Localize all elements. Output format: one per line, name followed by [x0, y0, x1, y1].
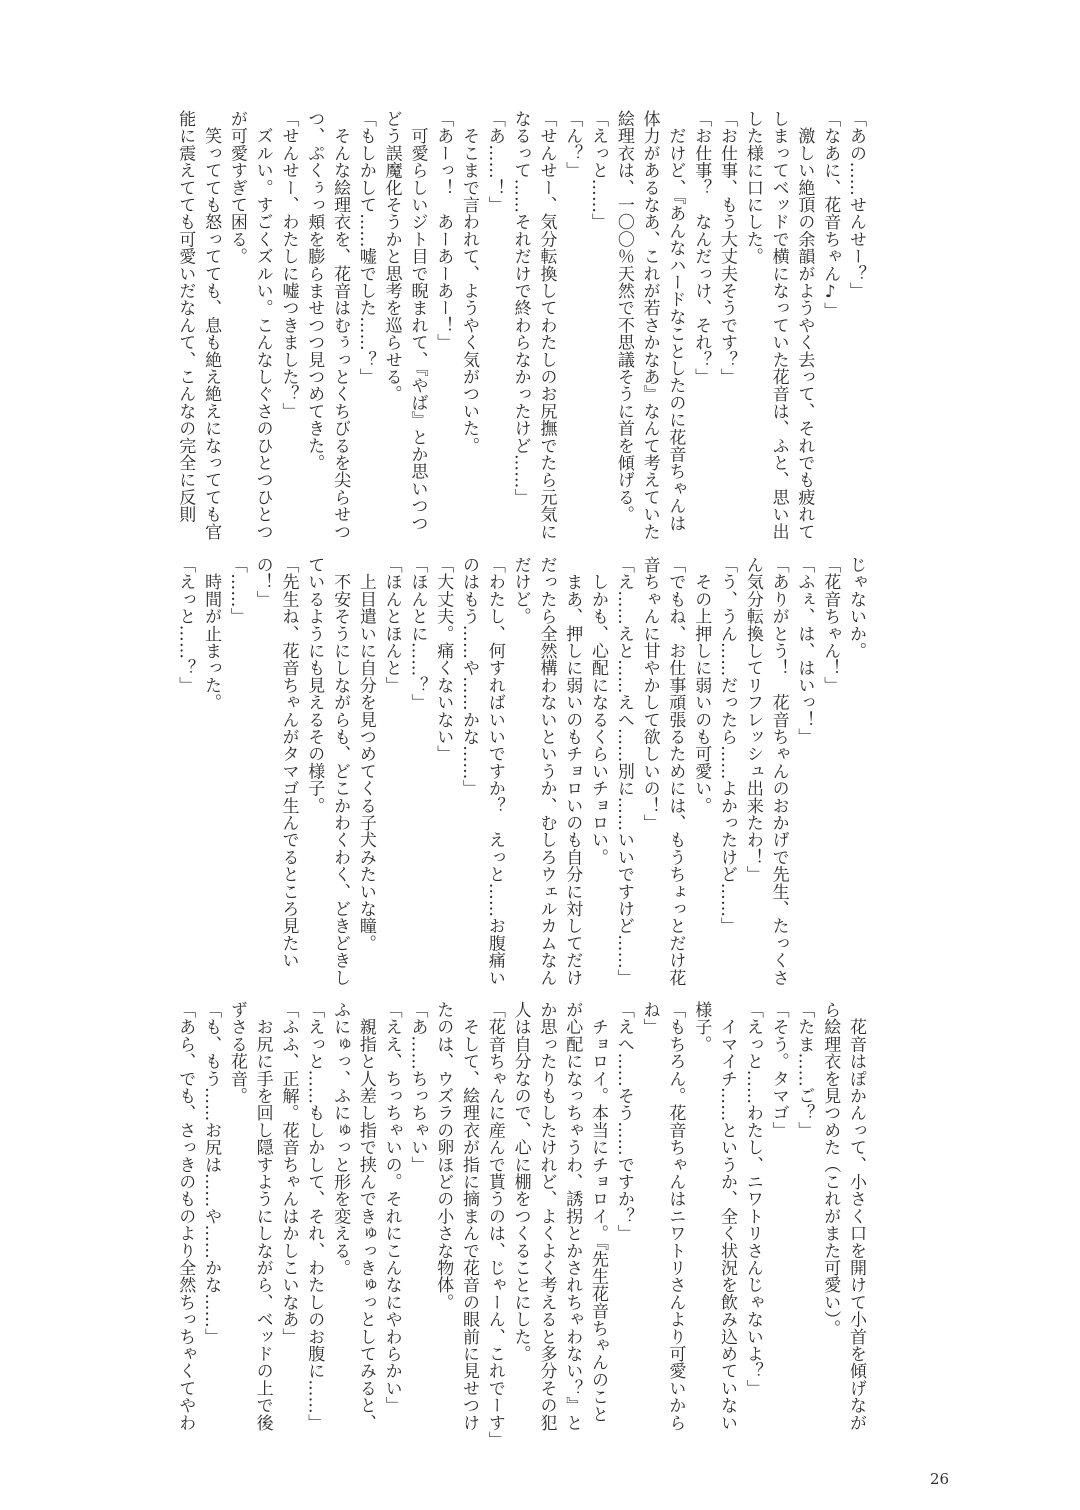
text-line: お尻に手を回し隠すようにしながら、ベッドの上で後	[252, 1001, 273, 1431]
text-line: 絵理衣は、一〇〇％天然で不思議そうに首を傾げる。	[613, 110, 634, 523]
text-line: イマイチ……というか、全く状況を飲み込めていない	[717, 1001, 738, 1431]
text-line: じゃないか。	[846, 556, 866, 660]
text-line: つ、ぷくぅっ頬を膨らませつつ見つめてきた。	[304, 110, 325, 472]
text-line: 人は自分なので、心に棚をつくることにした。	[510, 1001, 531, 1363]
text-line: 「ありがとう！ 花音ちゃんのおかげで先生、たっくさ	[768, 556, 789, 986]
text-line: 「あ……！」	[484, 110, 505, 214]
text-line: 能に震えてても可愛いだなんて、こんなの完全に反則	[175, 110, 196, 523]
text-line: 「せんせー、気分転換してわたしのお尻撫でたら元気に	[536, 110, 557, 540]
text-line: の！」	[252, 556, 273, 608]
text-line: 可愛らしいジト目で睨まれて、『やば』とか思いつつ	[407, 110, 428, 532]
text-line: 「花音ちゃんに産んで貰うのは、じゃーん、これでーす」	[484, 1001, 505, 1449]
text-line: 「そう。タマゴ」	[768, 1001, 789, 1139]
text-line: だけど。	[510, 556, 531, 625]
text-line: 笑ってても怒ってても、息も絶え絶えになってても官	[201, 110, 222, 540]
text-line: その上押しに弱いのも可愛い。	[691, 556, 712, 814]
text-line: 「でもね、お仕事頑張るためには、もうちょっとだけ花	[665, 556, 686, 986]
text-line: 「えへ……そう……ですか？」	[613, 1001, 634, 1242]
text-line: 「あーっ！ あーあーあー！」	[433, 110, 454, 351]
text-line: 「あの……せんせー？」	[846, 110, 866, 300]
text-line: 「も、もう……お尻は……や……かな……」	[201, 1001, 222, 1345]
text-line: 「えっと……」	[588, 110, 609, 231]
text-line: 不安そうにしながらも、どこかわくわく、どきどきし	[330, 556, 351, 986]
page-number: 26	[930, 1470, 950, 1488]
text-line: ね」	[639, 1001, 660, 1036]
text-line: そこまで言われて、ようやく気がついた。	[459, 110, 480, 454]
text-line: なるって……それだけで終わらなかったけど……」	[510, 110, 531, 506]
text-line: 「あら、でも、さっきのものより全然ちっちゃくてやわ	[175, 1001, 196, 1431]
text-line: たのは、ウズラの卵ほどの小さな物体。	[433, 1001, 454, 1311]
text-line: 「えっと……もしかして、それ、わたしのお腹に……」	[304, 1001, 325, 1431]
text-line: 「ふぇ、は、はいっ！」	[794, 556, 815, 746]
text-line: どう誤魔化そうかと思考を巡らせる。	[381, 110, 402, 403]
text-line: 「なあに、花音ちゃん♪」	[820, 110, 841, 320]
text-line: した様に口にした。	[742, 110, 763, 265]
text-line: だったら全然構わないというか、むしろウェルカムなん	[536, 556, 557, 986]
text-line: 「先生ね、花音ちゃんがタマゴ生んでるところ見たい	[278, 556, 299, 969]
text-line: 「お仕事、もう大丈夫そうです？」	[717, 110, 738, 386]
text-line: ん気分転換してリフレッシュ出来たわ！」	[742, 556, 763, 883]
text-line: 「う、うん……だったら……よかったけど……」	[717, 556, 738, 935]
text-line: 「もしかして……嘘でした……？」	[355, 110, 376, 386]
text-line: 「たま……ご？」	[794, 1001, 815, 1139]
text-line: 音ちゃんに甘やかして欲しいの！」	[639, 556, 660, 832]
text-line: 様子。	[691, 1001, 712, 1053]
text-line: が心配になっちゃうわ、誘拐とかされちゃわない？』と	[562, 1001, 583, 1431]
text-line: ら絵理衣を見つめた（これがまた可愛い）。	[820, 1001, 841, 1337]
text-line: が可愛すぎて困る。	[226, 110, 247, 265]
text-line: か思ったりもしたけれど、よくよく考えると多分その犯	[536, 1001, 557, 1431]
text-line: 「せんせー、わたしに嘘つきました？」	[278, 110, 299, 420]
text-line: 「え……えと……えへ……別に……いいですけど……」	[613, 556, 634, 986]
text-line: 上目遣いに自分を見つめてくる子犬みたいな瞳。	[355, 556, 376, 952]
text-block-middle	[158, 556, 868, 986]
text-line: 親指と人差し指で挟んできゅっきゅっとしてみると、	[355, 1001, 376, 1431]
text-line: だけど、『あんなハードなことしたのに花音ちゃんは	[665, 110, 686, 532]
text-line: 体力があるなあ、これが若さかなあ』なんて考えていた	[639, 110, 660, 540]
text-line: 「あ……ちっちゃい」	[407, 1001, 428, 1173]
text-line: 「お仕事？ なんだっけ、それ？」	[691, 110, 712, 386]
text-line: しかも、心配になるくらいチョロい。	[588, 556, 609, 866]
text-line: しまってベッドで横になっていた花音は、ふと、思い出	[768, 110, 789, 540]
text-line: 「えっと……わたし、ニワトリさんじゃないよ？」	[742, 1001, 763, 1397]
text-line: ているようにも見えるその様子。	[304, 556, 325, 814]
text-line: 「ええ、ちっちゃいの。それにこんなにやわらかい」	[381, 1001, 402, 1414]
text-line: 「もちろん。花音ちゃんはニワトリさんより可愛いから	[665, 1001, 686, 1431]
text-line: 「花音ちゃん！」	[820, 556, 841, 694]
text-line: 「ほんとに……？」	[407, 556, 428, 711]
text-line: 激しい絶頂の余韻がようやく去って、それでも疲れて	[794, 110, 815, 540]
text-line: まあ、押しに弱いのもチョロいのも自分に対してだけ	[562, 556, 583, 986]
text-line: ずさる花音。	[226, 1001, 247, 1105]
text-line: そんな絵理衣を、花音はむぅっとくちびるを尖らせつ	[330, 110, 351, 540]
text-line: 「ん？」	[562, 110, 583, 179]
text-line: 「えっと……？」	[175, 556, 196, 694]
text-line: 「わたし、何すればいいですか？ えっと……お腹痛い	[484, 556, 505, 986]
text-line: 「ほんとほんと」	[381, 556, 402, 694]
text-line: のはもう……や……かな……」	[459, 556, 480, 797]
text-block-bottom	[158, 1001, 868, 1449]
text-line: 「……」	[226, 556, 247, 625]
text-line: ズルい。すごくズルい。こんなしぐさのひとつひとつ	[252, 110, 273, 540]
text-line: 花音はぽかんって、小さく口を開けて小首を傾げなが	[846, 1001, 866, 1431]
text-line: 「ふふ、正解。花音ちゃんはかしこいなあ」	[278, 1001, 299, 1345]
text-line: そして、絵理衣が指に摘まんで花音の眼前に見せつけ	[459, 1001, 480, 1431]
text-line: 「大丈夫。痛くないない」	[433, 556, 454, 763]
text-block-top	[158, 110, 868, 540]
text-line: 時間が止まった。	[201, 556, 222, 711]
text-line: チョロイ。本当にチョロイ。『先生花音ちゃんのこと	[588, 1001, 609, 1423]
text-line: ふにゅっ、ふにゅっと形を変える。	[330, 1001, 351, 1277]
